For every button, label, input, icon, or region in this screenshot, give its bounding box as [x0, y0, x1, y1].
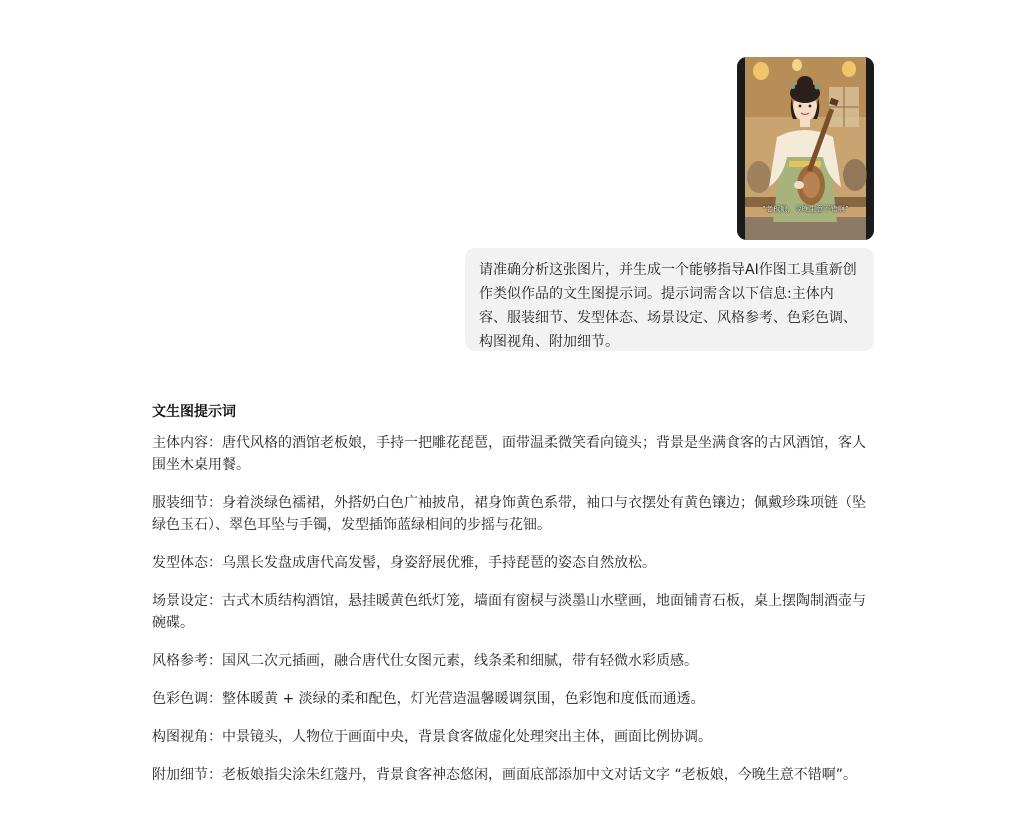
image-caption: “老板娘，今晚生意不错啊” — [762, 205, 849, 213]
answer-paragraph-costume: 服装细节：身着淡绿色襦裙，外搭奶白色广袖披帛，裙身饰黄色系带，袖口与衣摆处有黄色镶边；佩戴珍珠项链（坠绿色玉石）、翠色耳坠与手镯，发型插饰蓝绿相间的步摇与花钿。 — [152, 495, 866, 533]
answer-paragraph-style: 风格参考：国风二次元插画，融合唐代仕女图元素，线条柔和细腻，带有轻微水彩质感。 — [152, 653, 698, 669]
answer-paragraph-hair-pose: 发型体态：乌黑长发盘成唐代高发髻，身姿舒展优雅，手持琵琶的姿态自然放松。 — [152, 555, 656, 571]
user-image-attachment[interactable] — [737, 57, 874, 240]
answer-paragraph-color: 色彩色调：整体暖黄 + 淡绿的柔和配色，灯光营造温馨暖调氛围，色彩饱和度低而通透。 — [152, 691, 705, 707]
answer-heading: 文生图提示词 — [152, 404, 236, 420]
assistant-answer — [152, 402, 876, 802]
answer-paragraph-subject: 主体内容：唐代风格的酒馆老板娘，手持一把雕花琵琶，面带温柔微笑看向镜头；背景是坐满食客的古风酒馆，客人围坐木桌用餐。 — [152, 435, 866, 473]
answer-paragraph-extra: 附加细节：老板娘指尖涂朱红蔻丹，背景食客神态悠闲，画面底部添加中文对话文字 “老板娘，今晚生意不错啊”。 — [152, 767, 857, 783]
answer-paragraph-scene: 场景设定：古式木质结构酒馆，悬挂暖黄色纸灯笼，墙面有窗棂与淡墨山水壁画，地面铺青石板，桌上摆陶制酒壶与碗碟。 — [152, 593, 866, 631]
user-message-bubble: 请准确分析这张图片，并生成一个能够指导AI作图工具重新创作类似作品的文生图提示词。提示词需含以下信息:主体内容、服装细节、发型体态、场景设定、风格参考、色彩色调、构图视角、附加细节。 — [465, 248, 874, 351]
answer-paragraph-composition: 构图视角：中景镜头，人物位于画面中央，背景食客做虚化处理突出主体，画面比例协调。 — [152, 729, 712, 745]
